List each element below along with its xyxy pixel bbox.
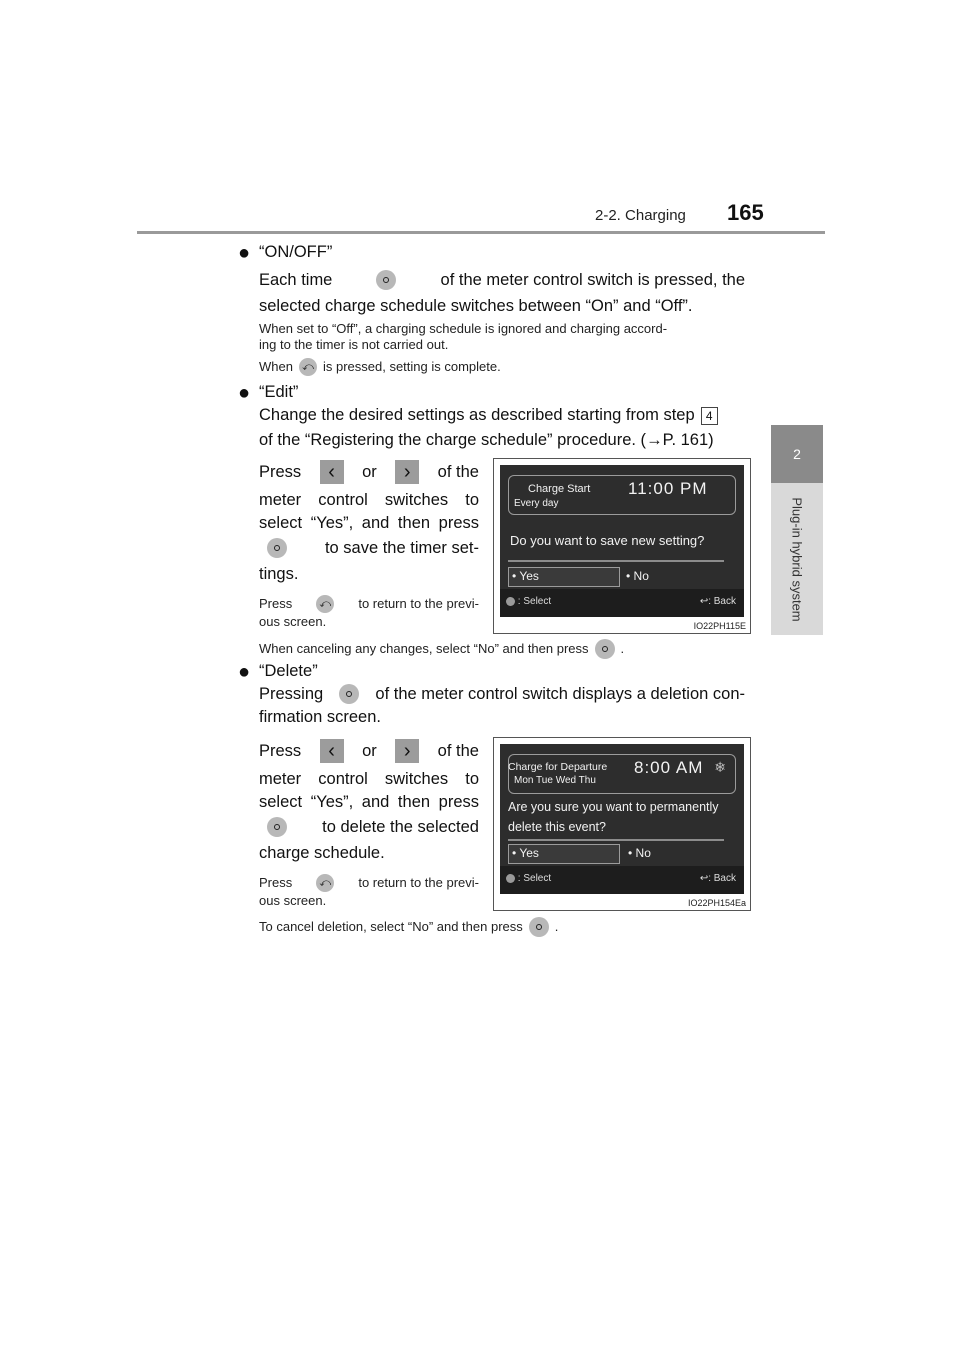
no-option[interactable]: • No	[626, 569, 649, 583]
edit-line1: Change the desired settings as described starting from step 4	[259, 403, 718, 427]
select-hint: : Select	[506, 596, 551, 607]
delete-line1: Pressing of the meter control switch displays a deletion con-	[259, 685, 745, 703]
delete-text-l4: to delete the selected	[259, 815, 479, 839]
figure-id: IO22PH154Ea	[687, 898, 746, 908]
delete-back-line: Press ⤺ to return to the previ-	[259, 875, 479, 890]
display-panel	[500, 465, 744, 617]
bullet-icon: ●	[238, 382, 251, 404]
back-hint: ↩: Back	[699, 596, 736, 607]
edit-text-l4: to save the timer set-	[259, 536, 479, 560]
save-setting-screen	[493, 458, 751, 634]
screen-days: Mon Tue Wed Thu	[514, 775, 596, 786]
ok-button-icon	[267, 817, 287, 837]
screen-title: Charge Start	[528, 483, 591, 495]
edit-back-line2: ous screen.	[259, 614, 327, 629]
climate-icon: ❄	[714, 759, 726, 775]
delete-text-l2: meter control switches to	[259, 770, 479, 788]
screen-question-line2: delete this event?	[508, 820, 606, 834]
screen-time: 11:00 PM	[628, 479, 708, 498]
delete-cancel-line: To cancel deletion, select “No” and then press .	[259, 917, 558, 937]
screen-subtitle: Every day	[514, 498, 559, 509]
display-panel	[500, 744, 744, 894]
back-arrow-icon: ↩	[699, 596, 709, 607]
back-button-icon: ⤺	[299, 358, 317, 376]
screen-bottom-bar	[500, 589, 744, 617]
ok-button-icon	[376, 270, 396, 290]
ok-button-icon	[339, 684, 359, 704]
delete-text-l5: charge schedule.	[259, 844, 385, 862]
back-button-icon: ⤺	[316, 595, 334, 613]
screen-time: 8:00 AM	[634, 758, 704, 777]
onoff-note1-line2: ing to the timer is not carried out.	[259, 337, 449, 352]
yes-option-label: • Yes	[512, 846, 539, 860]
chapter-tab: 2	[771, 425, 823, 483]
chapter-title: Plug-in hybrid system	[789, 496, 805, 622]
back-button-icon: ⤺	[316, 874, 334, 892]
onoff-line1: Each time of the meter control switch is pressed, the	[259, 271, 745, 289]
edit-cancel-line: When canceling any changes, select “No” and then press .	[259, 639, 624, 659]
delete-title: “Delete”	[259, 662, 318, 680]
ok-button-icon	[529, 917, 549, 937]
delete-back-line2: ous screen.	[259, 893, 327, 908]
back-arrow-icon: ↩	[699, 873, 709, 884]
edit-text-l3: select “Yes”, and then press	[259, 514, 479, 532]
left-arrow-icon: ‹	[320, 739, 344, 763]
no-option[interactable]: • No	[628, 846, 651, 860]
ok-button-icon	[595, 639, 615, 659]
ok-button-icon	[267, 538, 287, 558]
screen-question: Do you want to save new setting?	[510, 533, 705, 548]
onoff-note1-line1: When set to “Off”, a charging schedule is ignored and charging accord-	[259, 321, 668, 336]
back-hint: ↩: Back	[699, 873, 736, 884]
onoff-title: “ON/OFF”	[259, 243, 333, 261]
bullet-icon: ●	[238, 242, 251, 264]
yes-option-label: • Yes	[512, 569, 539, 583]
onoff-note2: When ⤺ is pressed, setting is complete.	[259, 359, 501, 374]
edit-line2: of the “Registering the charge schedule” procedure. (→P. 161)	[259, 431, 714, 449]
delete-text-l3: select “Yes”, and then press	[259, 793, 479, 811]
divider	[508, 839, 724, 841]
edit-press-line: Press ‹ or › of the	[259, 461, 479, 483]
delete-confirm-screen	[493, 737, 751, 911]
left-arrow-icon: ‹	[320, 460, 344, 484]
divider	[508, 560, 724, 562]
edit-text-l5: tings.	[259, 565, 299, 583]
screen-question-line1: Are you sure you want to permanently	[508, 800, 719, 814]
select-hint: : Select	[506, 873, 551, 884]
page-number: 165	[727, 200, 764, 225]
edit-title: “Edit”	[259, 383, 299, 401]
step-number: 4	[701, 407, 718, 425]
onoff-line2: selected charge schedule switches between “On” and “Off”.	[259, 297, 693, 315]
screen-title: Charge for Departure	[508, 761, 608, 773]
delete-press-line: Press ‹ or › of the	[259, 740, 479, 762]
delete-line2: firmation screen.	[259, 708, 381, 726]
edit-back-line: Press ⤺ to return to the previ-	[259, 596, 479, 611]
bullet-icon: ●	[238, 661, 251, 683]
header-rule	[137, 231, 825, 234]
dial-icon	[506, 597, 515, 606]
dial-icon	[506, 874, 515, 883]
section-title: 2-2. Charging	[595, 207, 686, 224]
right-arrow-icon: ›	[395, 460, 419, 484]
screen-bottom-bar	[500, 866, 744, 894]
right-arrow-icon: ›	[395, 739, 419, 763]
figure-id: IO22PH115E	[693, 621, 746, 631]
edit-text-l2: meter control switches to	[259, 491, 479, 509]
